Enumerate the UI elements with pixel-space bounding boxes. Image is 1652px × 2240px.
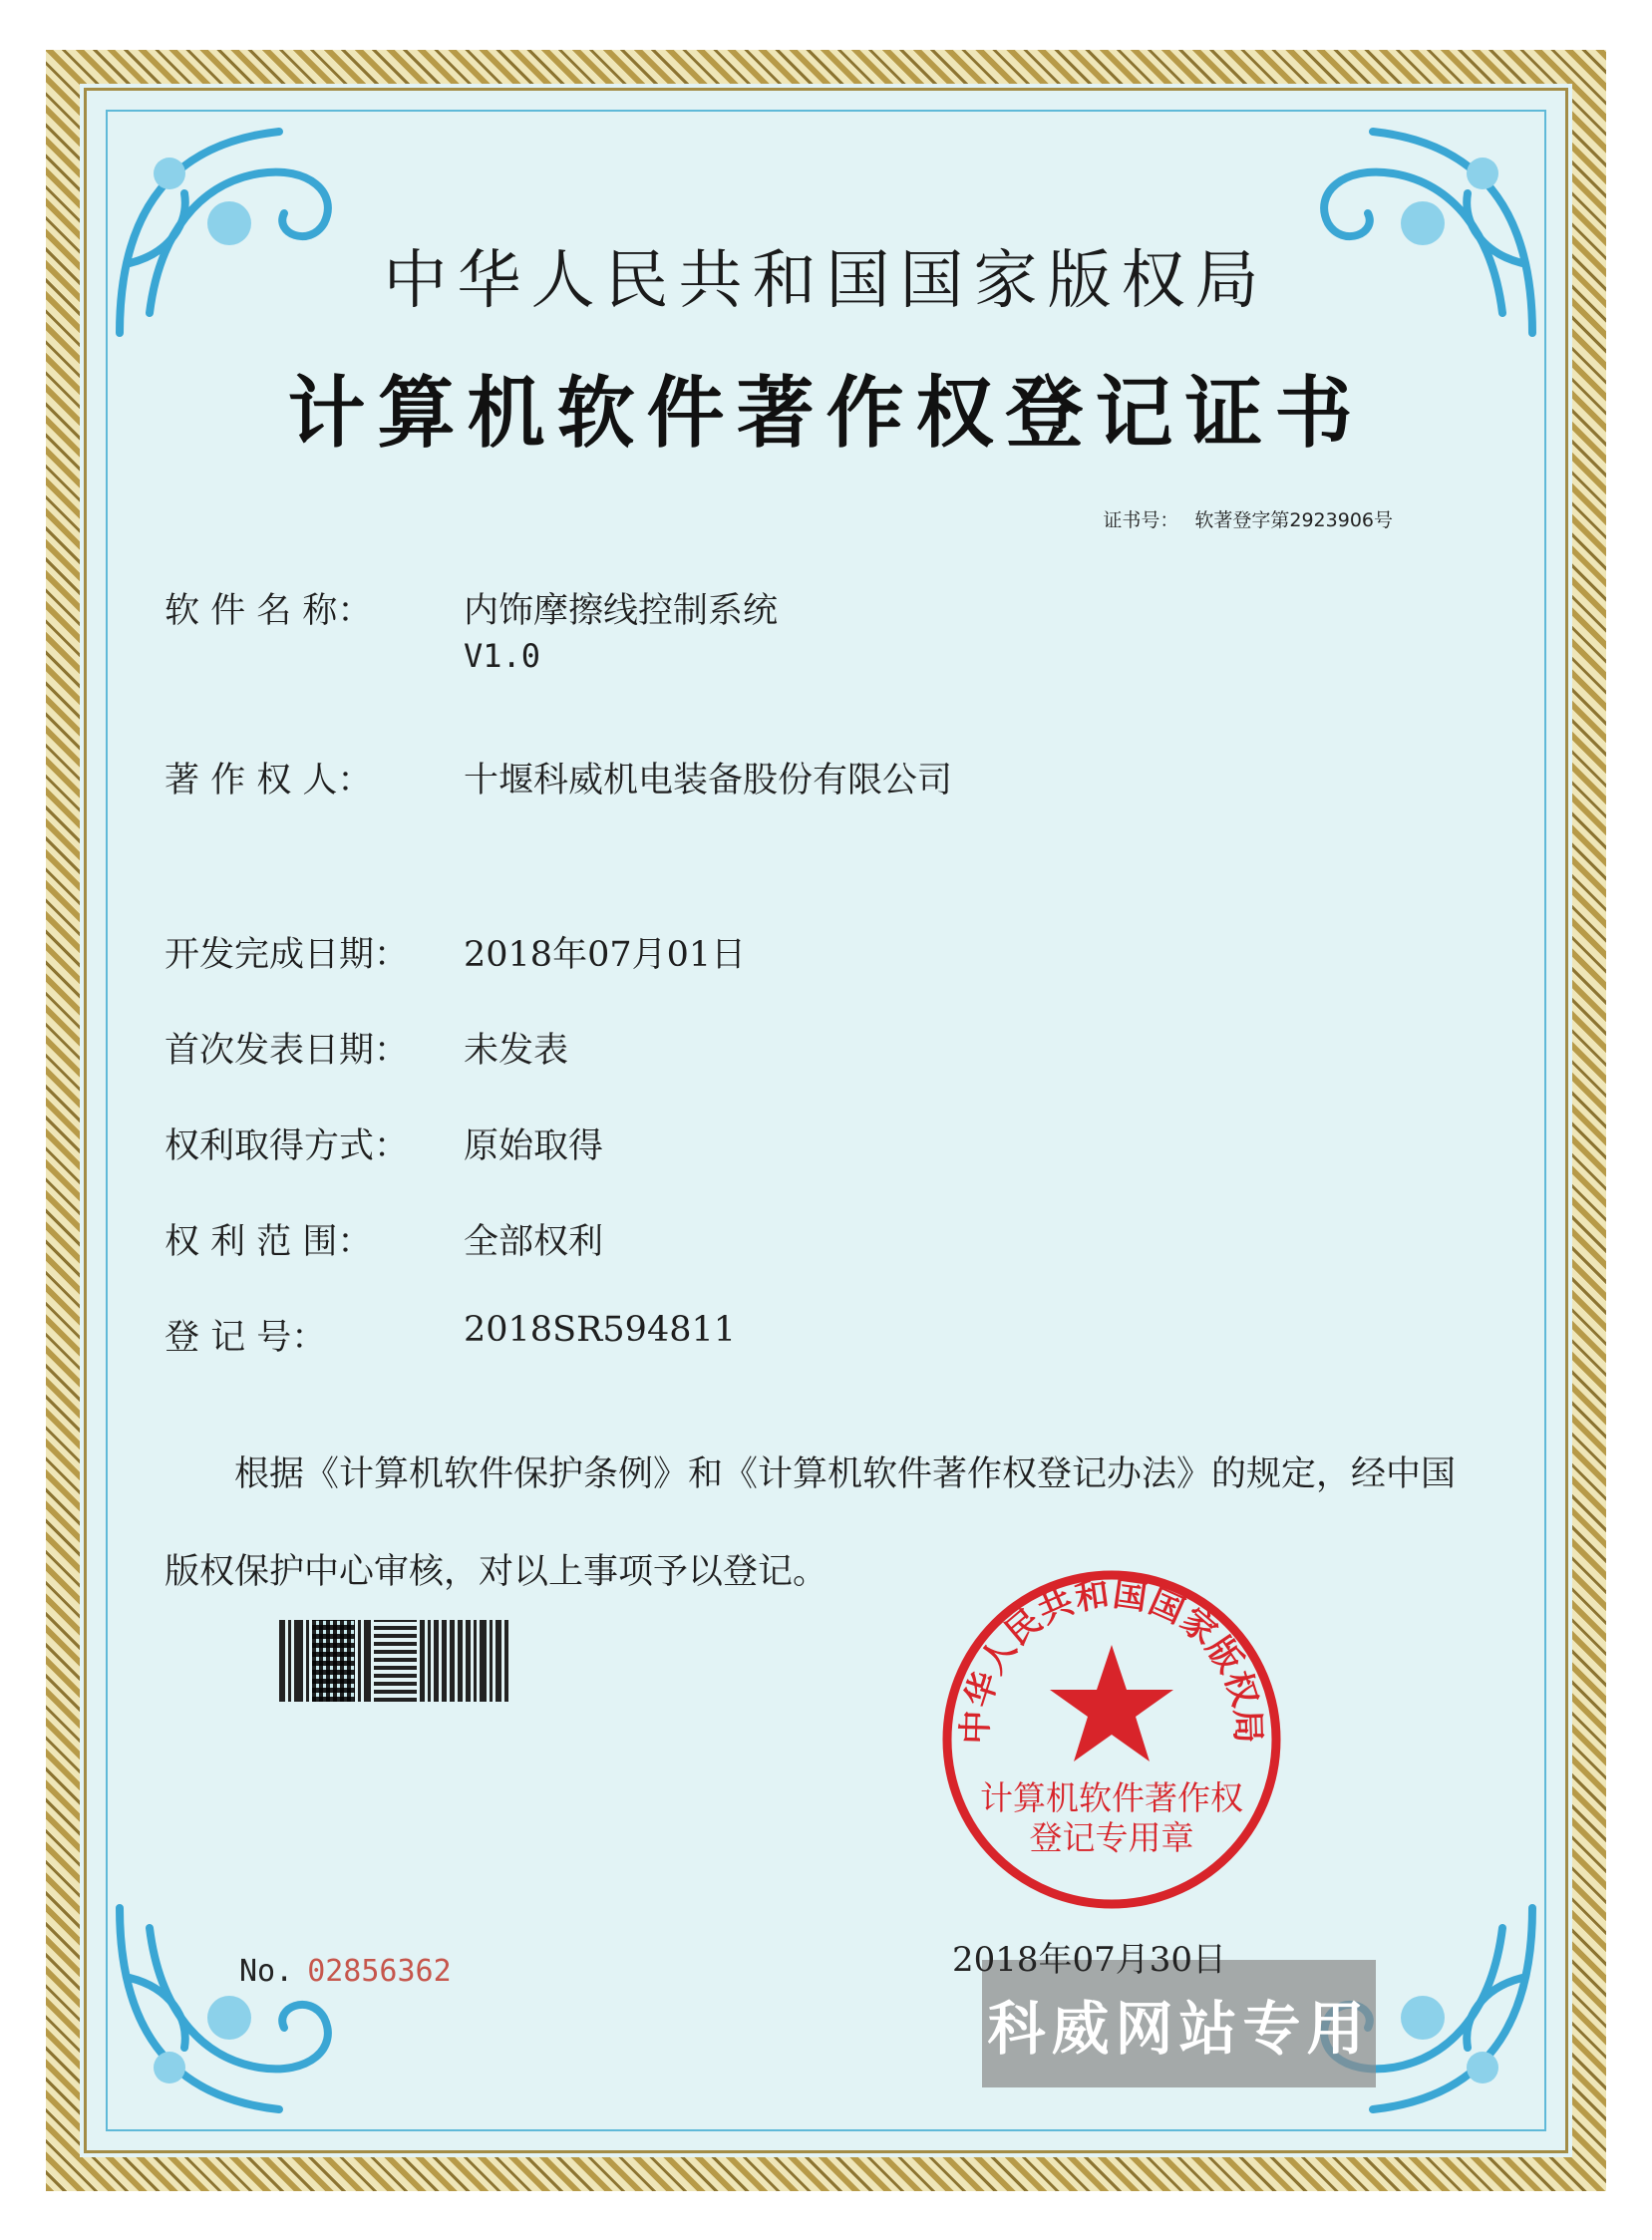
field-value: 原始取得 — [464, 1126, 604, 1166]
watermark: 科威网站专用 — [982, 1960, 1376, 2087]
field-rights-scope — [165, 1214, 603, 1264]
field-acquisition-method — [165, 1119, 603, 1168]
field-label: 权利取得方式： — [165, 1126, 410, 1166]
certificate-number — [1103, 505, 1393, 532]
serial-number — [239, 1954, 452, 1989]
field-registration-number — [165, 1310, 736, 1360]
field-completion-date — [165, 927, 746, 977]
certificate-title: 计算机软件著作权登记证书 — [287, 368, 1365, 459]
seal-outer-text: 中华人民共和国国家版权局 — [955, 1574, 1268, 1746]
seal-star-icon — [1050, 1645, 1173, 1761]
seal-inner-line1: 计算机软件著作权 — [980, 1778, 1243, 1817]
field-value: 2018年07月01日 — [464, 935, 747, 975]
field-label: 开发完成日期： — [165, 935, 410, 975]
software-version: V1.0 — [464, 637, 541, 675]
official-seal — [937, 1565, 1286, 1914]
field-value: 2018SR594811 — [464, 1310, 737, 1350]
serial-prefix: No. — [239, 1954, 294, 1989]
field-label: 著 作 权 人： — [165, 761, 373, 800]
field-value: 未发表 — [464, 1031, 569, 1071]
certificate-number-value: 软著登字第2923906号 — [1194, 509, 1393, 531]
seal-inner-line2: 登记专用章 — [1029, 1818, 1194, 1857]
serial-value: 02856362 — [307, 1954, 452, 1989]
field-value: 十堰科威机电装备股份有限公司 — [464, 761, 953, 800]
barcode — [279, 1620, 508, 1702]
field-copyright-owner — [165, 753, 952, 802]
signed-date: 2018年07月30日 — [952, 1940, 1227, 1980]
field-label: 软 件 名 称： — [165, 591, 373, 631]
field-value — [464, 583, 778, 675]
field-label: 首次发表日期： — [165, 1031, 410, 1071]
issuing-authority: 中华人民共和国国家版权局 — [383, 244, 1269, 318]
field-software-name — [165, 583, 778, 675]
certificate-number-label: 证书号： — [1103, 509, 1179, 531]
statement-text: 根据《计算机软件保护条例》和《计算机软件著作权登记办法》的规定，经中国版权保护中心审核，对以上事项予以登记。 — [165, 1454, 1457, 1592]
software-name: 内饰摩擦线控制系统 — [464, 591, 779, 631]
field-label: 登 记 号： — [165, 1318, 327, 1358]
field-value: 全部权利 — [464, 1222, 604, 1262]
corner-ornament-bottom-left — [110, 1898, 369, 2127]
field-first-publication — [165, 1023, 568, 1073]
field-label: 权 利 范 围： — [165, 1222, 373, 1262]
